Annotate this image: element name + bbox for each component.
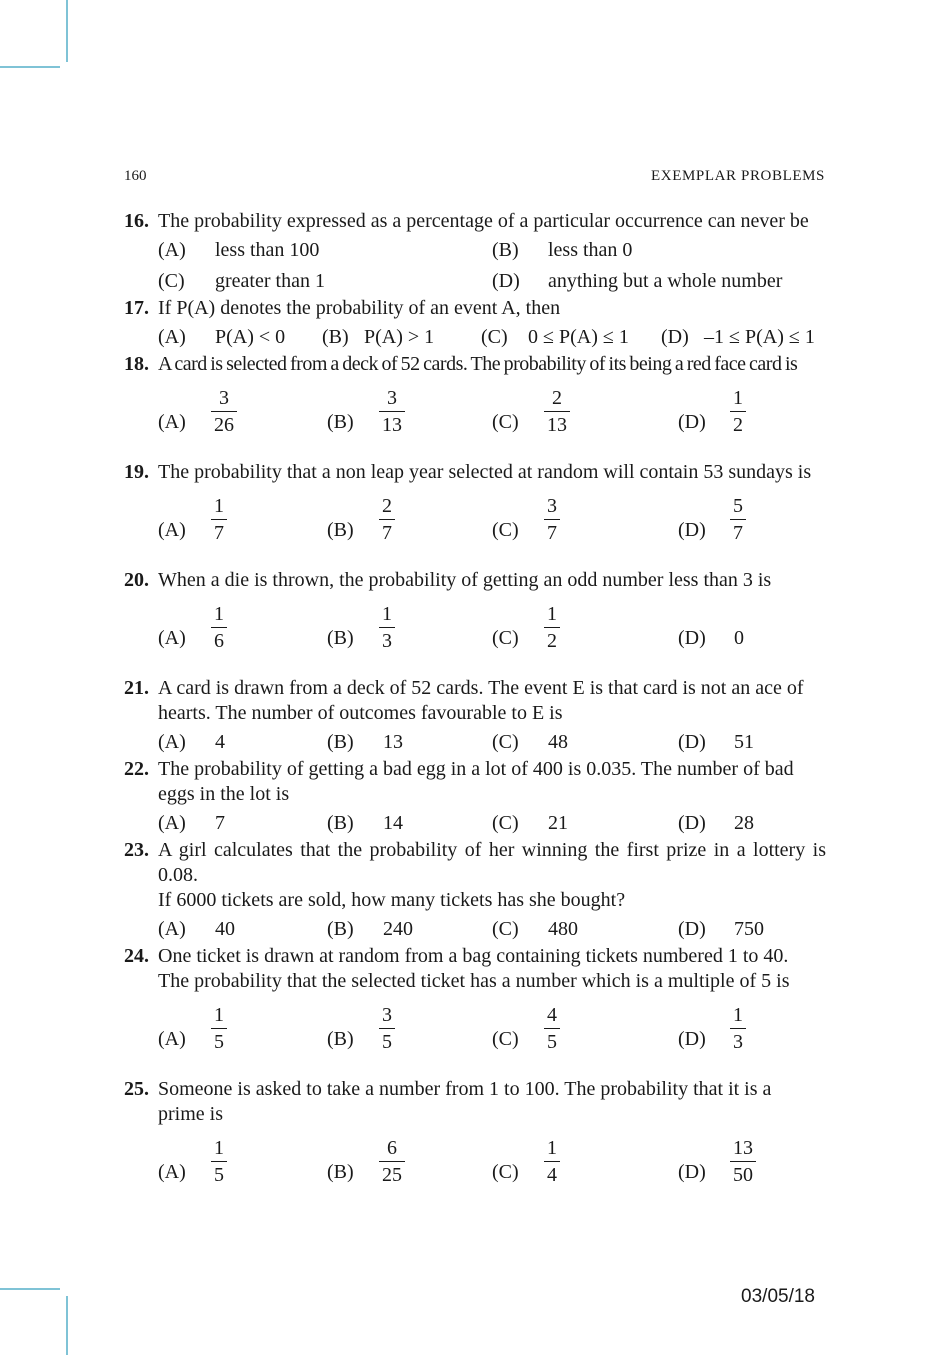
option-value: less than 100: [215, 239, 320, 261]
question-17: [124, 296, 826, 352]
question-number: 16.: [124, 210, 149, 232]
question-text: One ticket is drawn at random from a bag containing tickets numbered 1 to 40.: [158, 945, 789, 967]
fraction-denominator: 7: [544, 519, 560, 544]
option-value: P(A) < 0: [215, 326, 286, 348]
options-row: [124, 322, 826, 352]
question-text: When a die is thrown, the probability of getting an odd number less than 3 is: [158, 569, 772, 591]
option-value: 750: [734, 918, 764, 940]
option-fraction: [544, 1004, 560, 1053]
option-fraction: [211, 1004, 227, 1053]
fraction-denominator: 7: [211, 519, 227, 544]
question-21: [124, 676, 826, 757]
option-label: (C): [492, 1028, 519, 1050]
fraction-numerator: 1: [214, 603, 224, 625]
question-line: [124, 838, 826, 888]
options-row: [124, 808, 826, 838]
question-18: [124, 352, 826, 457]
fraction-denominator: 2: [544, 627, 560, 652]
option-label: (D): [661, 326, 689, 348]
options-row: [124, 727, 826, 757]
question-number: 23.: [124, 839, 149, 861]
option-value: 21: [548, 812, 568, 834]
print-date: 03/05/18: [741, 1286, 815, 1307]
question-23: [124, 838, 826, 944]
option-fraction: [544, 1137, 560, 1186]
question-24: [124, 944, 826, 1074]
fraction-denominator: 2: [730, 411, 746, 436]
option-fraction: [211, 1137, 227, 1186]
option-label: (D): [678, 1161, 706, 1183]
fraction-denominator: 5: [211, 1161, 227, 1186]
option-label: (D): [678, 1028, 706, 1050]
option-label: (C): [492, 812, 519, 834]
fraction-numerator: 1: [214, 1137, 224, 1159]
option-label: (C): [492, 627, 519, 649]
option-value: 13: [383, 731, 403, 753]
option-value: 48: [548, 731, 568, 753]
options-row: [124, 495, 826, 565]
option-label: (B): [327, 918, 354, 940]
options-row: [124, 603, 826, 673]
options-row: [124, 1137, 826, 1207]
question-number: 19.: [124, 461, 149, 483]
option-value: 28: [734, 812, 754, 834]
question-text-continued: prime is: [158, 1103, 223, 1125]
crop-mark-top-horizontal: [0, 66, 60, 68]
fraction-numerator: 1: [214, 495, 224, 517]
fraction-denominator: 4: [544, 1161, 560, 1186]
fraction-numerator: 2: [382, 495, 392, 517]
option-label: (B): [327, 411, 354, 433]
fraction-numerator: 3: [387, 387, 397, 409]
fraction-numerator: 3: [547, 495, 557, 517]
question-20: [124, 568, 826, 673]
fraction-denominator: 13: [544, 411, 570, 436]
option-label: (D): [492, 270, 520, 292]
option-label: (B): [322, 326, 349, 348]
option-label: (C): [492, 731, 519, 753]
option-label: (C): [492, 1161, 519, 1183]
question-22: [124, 757, 826, 838]
crop-mark-bottom-vertical: [66, 1296, 68, 1355]
fraction-denominator: 6: [211, 627, 227, 652]
option-fraction: [730, 495, 746, 544]
fraction-numerator: 3: [382, 1004, 392, 1026]
option-label: (C): [158, 270, 185, 292]
option-value: 0: [734, 627, 744, 649]
fraction-numerator: 2: [552, 387, 562, 409]
question-text: If P(A) denotes the probability of an event A, then: [158, 297, 561, 319]
option-fraction: [730, 387, 746, 436]
question-line: [124, 1077, 826, 1102]
question-number: 22.: [124, 758, 149, 780]
option-label: (A): [158, 918, 186, 940]
option-label: (A): [158, 239, 186, 261]
page-number: 160: [124, 168, 147, 184]
fraction-numerator: 1: [547, 1137, 557, 1159]
fraction-numerator: 1: [733, 1004, 743, 1026]
fraction-denominator: 7: [379, 519, 395, 544]
option-fraction: [211, 603, 227, 652]
question-line: [124, 209, 826, 234]
fraction-denominator: 50: [730, 1161, 756, 1186]
fraction-numerator: 5: [733, 495, 743, 517]
option-value: 51: [734, 731, 754, 753]
option-fraction: [211, 387, 237, 436]
option-value: P(A) > 1: [364, 326, 435, 348]
question-line: [124, 460, 826, 485]
option-label: (B): [327, 519, 354, 541]
option-label: (B): [327, 812, 354, 834]
fraction-denominator: 3: [730, 1028, 746, 1053]
option-fraction: [379, 1004, 395, 1053]
question-number: 24.: [124, 945, 149, 967]
question-number: 18.: [124, 353, 149, 375]
option-fraction: [730, 1137, 756, 1186]
option-label: (D): [678, 627, 706, 649]
option-label: (D): [678, 812, 706, 834]
options-row: [124, 235, 826, 265]
option-label: (A): [158, 411, 186, 433]
fraction-denominator: 5: [379, 1028, 395, 1053]
option-label: (C): [481, 326, 508, 348]
crop-mark-bottom-horizontal: [0, 1288, 60, 1290]
fraction-numerator: 1: [214, 1004, 224, 1026]
fraction-denominator: 5: [544, 1028, 560, 1053]
question-text: The probability that a non leap year selected at random will contain 53 sundays is: [158, 461, 812, 483]
option-label: (A): [158, 519, 186, 541]
option-label: (B): [492, 239, 519, 261]
fraction-denominator: 7: [730, 519, 746, 544]
option-label: (C): [492, 519, 519, 541]
fraction-numerator: 4: [547, 1004, 557, 1026]
option-label: (C): [492, 918, 519, 940]
question-16: [124, 209, 826, 296]
option-fraction: [730, 1004, 746, 1053]
fraction-denominator: 13: [379, 411, 405, 436]
option-fraction: [379, 387, 405, 436]
question-line: [124, 757, 826, 782]
option-value: 40: [215, 918, 235, 940]
option-value: greater than 1: [215, 270, 325, 292]
option-fraction: [379, 1137, 405, 1186]
option-fraction: [544, 387, 570, 436]
question-text: Someone is asked to take a number from 1 to 100. The probability that it is a: [158, 1078, 772, 1100]
fraction-numerator: 3: [219, 387, 229, 409]
option-label: (A): [158, 812, 186, 834]
option-value: 7: [215, 812, 225, 834]
crop-mark-top-vertical: [66, 0, 68, 62]
question-text-continued: If 6000 tickets are sold, how many tickets has she bought?: [158, 889, 626, 911]
option-value: 480: [548, 918, 578, 940]
option-fraction: [544, 603, 560, 652]
options-row: [124, 914, 826, 944]
question-text-continued: The probability that the selected ticket has a number which is a multiple of 5 is: [158, 970, 790, 992]
question-line: [124, 676, 826, 701]
fraction-denominator: 25: [379, 1161, 405, 1186]
option-value: –1 ≤ P(A) ≤ 1: [704, 326, 815, 348]
question-19: [124, 460, 826, 565]
options-row: [124, 387, 826, 457]
options-row: [124, 1004, 826, 1074]
fraction-numerator: 6: [387, 1137, 397, 1159]
fraction-numerator: 1: [547, 603, 557, 625]
option-fraction: [379, 495, 395, 544]
option-label: (A): [158, 1028, 186, 1050]
question-number: 25.: [124, 1078, 149, 1100]
question-25: [124, 1077, 826, 1207]
fraction-numerator: 1: [733, 387, 743, 409]
option-label: (A): [158, 627, 186, 649]
option-label: (A): [158, 731, 186, 753]
question-text-continued: hearts. The number of outcomes favourable to E is: [158, 702, 563, 724]
option-value: 4: [215, 731, 225, 753]
question-list: [124, 209, 826, 1210]
option-label: (B): [327, 1161, 354, 1183]
option-fraction: [544, 495, 560, 544]
question-number: 20.: [124, 569, 149, 591]
option-value: 0 ≤ P(A) ≤ 1: [528, 326, 629, 348]
fraction-denominator: 26: [211, 411, 237, 436]
option-label: (C): [492, 411, 519, 433]
fraction-numerator: 13: [733, 1137, 753, 1159]
option-label: (B): [327, 1028, 354, 1050]
question-line: [124, 568, 826, 593]
option-label: (B): [327, 731, 354, 753]
question-text: A card is drawn from a deck of 52 cards. The event E is that card is not an ace of: [158, 677, 804, 699]
option-label: (D): [678, 918, 706, 940]
option-label: (A): [158, 326, 186, 348]
option-fraction: [379, 603, 395, 652]
question-line: [124, 296, 826, 321]
fraction-denominator: 3: [379, 627, 395, 652]
option-label: (D): [678, 411, 706, 433]
option-value: anything but a whole number: [548, 270, 783, 292]
question-line: [124, 352, 826, 377]
option-label: (D): [678, 731, 706, 753]
option-label: (B): [327, 627, 354, 649]
option-label: (A): [158, 1161, 186, 1183]
question-line: [124, 944, 826, 969]
question-text: The probability of getting a bad egg in a lot of 400 is 0.035. The number of bad: [158, 758, 794, 780]
running-header: EXEMPLAR PROBLEMS: [651, 168, 825, 184]
option-label: (D): [678, 519, 706, 541]
fraction-numerator: 1: [382, 603, 392, 625]
question-text: A card is selected from a deck of 52 cards. The probability of its being a red face card is: [158, 353, 798, 375]
question-number: 17.: [124, 297, 149, 319]
option-value: 14: [383, 812, 403, 834]
question-text-continued: eggs in the lot is: [158, 783, 290, 805]
fraction-denominator: 5: [211, 1028, 227, 1053]
options-row: [124, 266, 826, 296]
option-value: 240: [383, 918, 413, 940]
option-value: less than 0: [548, 239, 633, 261]
option-fraction: [211, 495, 227, 544]
question-text: The probability expressed as a percentage of a particular occurrence can never be: [158, 210, 809, 232]
question-number: 21.: [124, 677, 149, 699]
question-text: A girl calculates that the probability of her winning the first prize in a lottery is 0.08.: [158, 839, 826, 886]
